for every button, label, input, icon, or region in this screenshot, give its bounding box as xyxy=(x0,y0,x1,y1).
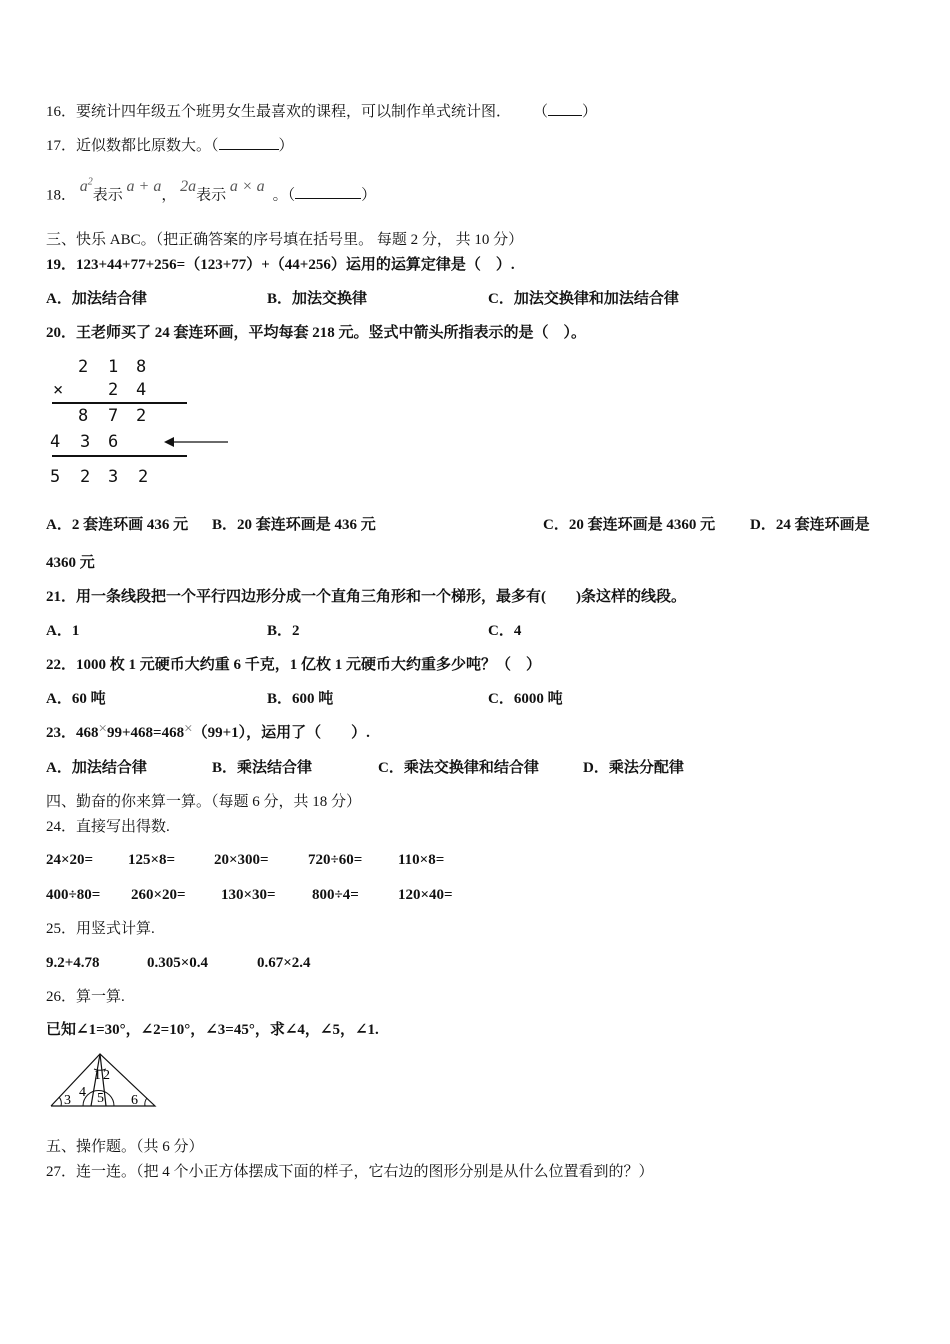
calc-digit: 8 xyxy=(78,406,89,426)
math-a-squared: $a^2$ xyxy=(79,177,93,196)
q19-option-c[interactable]: C．加法交换律和加法结合律 xyxy=(488,291,679,307)
answer-blank[interactable] xyxy=(295,198,361,199)
question-18: 18． $a^2$表示 a + a， 2a表示 a × a 。（ ） xyxy=(46,177,377,204)
q22-option-c[interactable]: C．6000 吨 xyxy=(488,691,563,707)
calc-item: 260×20= xyxy=(131,887,186,903)
q23-option-a[interactable]: A．加法结合律 xyxy=(46,760,147,776)
math-expr-sum: a + a xyxy=(126,178,162,196)
calc-rule xyxy=(52,455,187,457)
question-23: 23．468×99+468=468×（99+1），运用了（ ）. xyxy=(46,721,370,741)
question-17: 17．近似数都比原数大。（ ） xyxy=(46,138,294,154)
calc-digit: 2 xyxy=(78,357,89,377)
q20-option-d[interactable]: D．24 套连环画是 xyxy=(750,517,870,533)
calc-digit: 4 xyxy=(136,380,147,400)
question-25: 25．用竖式计算. xyxy=(46,921,155,937)
question-20: 20．王老师买了 24 套连环画，平均每套 218 元。竖式中箭头所指表示的是（ ）。 xyxy=(46,325,587,341)
question-26: 26．算一算. xyxy=(46,989,125,1005)
answer-blank[interactable] xyxy=(548,115,582,116)
calc-digit: 6 xyxy=(108,432,119,452)
q19-option-b[interactable]: B．加法交换律 xyxy=(267,291,368,307)
calc-digit: 5 xyxy=(50,467,61,487)
times-sign: × xyxy=(98,721,107,737)
angle-label: 3 xyxy=(64,1093,71,1108)
q21-option-a[interactable]: A．1 xyxy=(46,623,80,639)
angle-label: 1 xyxy=(94,1068,101,1083)
q20-option-c[interactable]: C．20 套连环画是 4360 元 xyxy=(543,517,716,533)
calc-digit: 7 xyxy=(108,406,119,426)
question-27: 27．连一连。（把 4 个小正方体摆成下面的样子，它右边的图形分别是从什么位置看到的？） xyxy=(46,1164,654,1180)
question-19: 19．123+44+77+256=（123+77）+（44+256）运用的运算定律是（ ）. xyxy=(46,257,515,273)
calc-digit: 3 xyxy=(108,467,119,487)
times-sign: × xyxy=(184,721,193,737)
q23-option-b[interactable]: B．乘法结合律 xyxy=(212,760,313,776)
question-21: 21．用一条线段把一个平行四边形分成一个直角三角形和一个梯形，最多有( )条这样的线段。 xyxy=(46,589,686,605)
question-16: 16．要统计四年级五个班男女生最喜欢的课程，可以制作单式统计图． （ ） xyxy=(46,104,598,120)
calc-rule xyxy=(52,402,187,404)
times-sign: × xyxy=(53,380,64,400)
calc-item: 24×20= xyxy=(46,852,94,868)
q22-option-a[interactable]: A．60 吨 xyxy=(46,691,106,707)
q20-option-d-cont: 4360 元 xyxy=(46,555,95,571)
calc-digit: 2 xyxy=(136,406,147,426)
calc-digit: 1 xyxy=(108,357,119,377)
angle-label: 2 xyxy=(103,1068,110,1083)
section-5-title: 五、操作题。（共 6 分） xyxy=(46,1139,204,1155)
q21-option-b[interactable]: B．2 xyxy=(267,623,300,639)
calc-item: 0.305×0.4 xyxy=(147,955,209,971)
math-expr-product: a × a xyxy=(229,178,265,196)
angle-label: 6 xyxy=(131,1093,138,1108)
calc-item: 125×8= xyxy=(128,852,176,868)
q22-option-b[interactable]: B．600 吨 xyxy=(267,691,334,707)
calc-item: 110×8= xyxy=(398,852,445,868)
answer-blank[interactable] xyxy=(219,149,279,150)
q17-text: 17．近似数都比原数大。（ xyxy=(46,138,219,154)
q16-text: 16．要统计四年级五个班男女生最喜欢的课程，可以制作单式统计图． xyxy=(46,104,512,120)
calc-digit: 4 xyxy=(50,432,61,452)
angle-label: 4 xyxy=(79,1085,86,1100)
section-4-title: 四、勤奋的你来算一算。（每题 6 分，共 18 分） xyxy=(46,794,362,810)
section-3-title: 三、快乐 ABC。（把正确答案的序号填在括号里。 每题 2 分， 共 10 分） xyxy=(46,232,524,248)
q20-option-b[interactable]: B．20 套连环画是 436 元 xyxy=(212,517,376,533)
calc-digit: 3 xyxy=(80,432,91,452)
calc-item: 20×300= xyxy=(214,852,269,868)
calc-item: 130×30= xyxy=(221,887,276,903)
q20-option-a[interactable]: A．2 套连环画 436 元 xyxy=(46,517,189,533)
calc-item: 400÷80= xyxy=(46,887,101,903)
angle-label: 5 xyxy=(97,1091,104,1106)
q21-option-c[interactable]: C．4 xyxy=(488,623,522,639)
q23-option-d[interactable]: D．乘法分配律 xyxy=(583,760,684,776)
q26-given: 已知∠1=30°，∠2=10°，∠3=45°，求∠4，∠5，∠1. xyxy=(46,1022,379,1038)
calc-item: 720÷60= xyxy=(308,852,363,868)
q19-option-a[interactable]: A．加法结合律 xyxy=(46,291,147,307)
arrow-left-icon xyxy=(160,432,230,452)
calc-digit: 2 xyxy=(108,380,119,400)
calc-item: 9.2+4.78 xyxy=(46,955,100,971)
math-2a: 2a xyxy=(180,178,197,196)
question-22: 22．1000 枚 1 元硬币大约重 6 千克，1 亿枚 1 元硬币大约重多少吨？（ ） xyxy=(46,657,542,673)
question-24: 24．直接写出得数. xyxy=(46,819,170,835)
calc-digit: 8 xyxy=(136,357,147,377)
calc-digit: 2 xyxy=(138,467,149,487)
calc-item: 120×40= xyxy=(398,887,453,903)
calc-digit: 2 xyxy=(80,467,91,487)
calc-item: 800÷4= xyxy=(312,887,359,903)
calc-item: 0.67×2.4 xyxy=(257,955,311,971)
q23-option-c[interactable]: C．乘法交换律和结合律 xyxy=(378,760,539,776)
triangle-angle-figure xyxy=(44,1050,164,1112)
